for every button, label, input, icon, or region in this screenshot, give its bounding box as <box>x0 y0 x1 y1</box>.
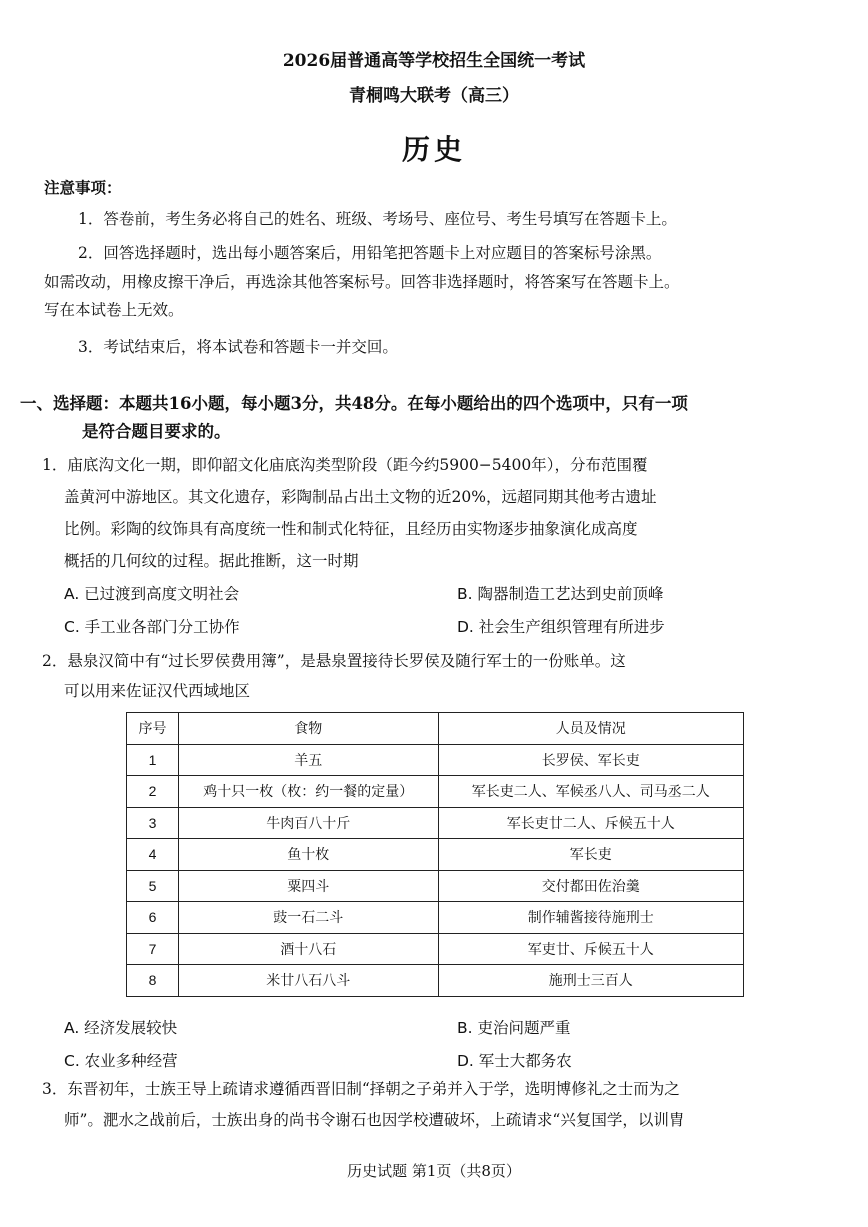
table-cell: 7 <box>127 933 179 965</box>
table-cell: 5 <box>127 870 179 902</box>
question-1-option-a: A. 已过渡到高度文明社会 <box>64 585 240 603</box>
notice-item-2-cont: 写在本试卷上无效。 <box>44 301 184 319</box>
question-2-option-d: D. 军士大都务农 <box>457 1052 572 1070</box>
question-2-option-c: C. 农业多种经营 <box>64 1052 178 1070</box>
section-heading-cont: 是符合题目要求的。 <box>82 422 231 441</box>
table-cell: 粟四斗 <box>178 870 438 902</box>
table-cell: 2 <box>127 776 179 808</box>
table-cell: 8 <box>127 965 179 997</box>
table-cell: 制作辅酱接待施刑士 <box>438 902 744 934</box>
notice-item-2-cont: 如需改动，用橡皮擦干净后，再选涂其他答案标号。回答非选择题时，将答案写在答题卡上。 <box>44 273 680 291</box>
question-1-stem: 比例。彩陶的纹饰具有高度统一性和制式化特征，且经历由实物逐步抽象演化成高度 <box>64 520 638 538</box>
question-1-option-d: D. 社会生产组织管理有所进步 <box>457 618 665 636</box>
table-cell: 3 <box>127 807 179 839</box>
question-2-stem: 可以用来佐证汉代西域地区 <box>64 682 251 700</box>
table-cell: 鸡十只一枚（枚：约一餐的定量） <box>178 776 438 808</box>
table-cell: 军长吏廿二人、斥候五十人 <box>438 807 744 839</box>
question-3-stem: 师”。淝水之战前后，士族出身的尚书令谢石也因学校遭破坏，上疏请求“兴复国学，以训胄 <box>64 1111 685 1129</box>
expense-table <box>126 712 744 997</box>
question-2-option-a: A. 经济发展较快 <box>64 1019 178 1037</box>
table-row <box>127 870 744 902</box>
table-row <box>127 965 744 997</box>
table-cell: 军长吏 <box>438 839 744 871</box>
question-1-option-c: C. 手工业各部门分工协作 <box>64 618 240 636</box>
table-cell: 1 <box>127 744 179 776</box>
question-1-option-b: B. 陶器制造工艺达到史前顶峰 <box>457 585 664 603</box>
table-cell: 豉一石二斗 <box>178 902 438 934</box>
notice-item-2: 2．回答选择题时，选出每小题答案后，用铅笔把答题卡上对应题目的答案标号涂黑。 <box>78 244 662 262</box>
table-row <box>127 776 744 808</box>
table-row <box>127 807 744 839</box>
section-heading: 一、选择题：本题共16小题，每小题3分，共48分。在每小题给出的四个选项中，只有一项 <box>20 394 688 413</box>
notice-item-1: 1．答卷前，考生务必将自己的姓名、班级、考场号、座位号、考生号填写在答题卡上。 <box>78 210 677 228</box>
exam-title: 2026届普通高等学校招生全国统一考试 <box>282 51 586 71</box>
table-cell: 酒十八石 <box>178 933 438 965</box>
question-1-stem: 盖黄河中游地区。其文化遗存，彩陶制品占出土文物的近20%，远超同期其他考古遗址 <box>64 488 657 506</box>
table-cell: 施刑士三百人 <box>438 965 744 997</box>
table-row <box>127 839 744 871</box>
table-cell: 6 <box>127 902 179 934</box>
page-footer: 历史试题 第1页（共8页） <box>347 1162 521 1180</box>
table-header-cell: 人员及情况 <box>438 713 744 745</box>
question-1-stem: 概括的几何纹的过程。据此推断，这一时期 <box>64 552 359 570</box>
notice-heading: 注意事项： <box>44 178 122 197</box>
exam-subtitle: 青桐鸣大联考（高三） <box>349 86 519 106</box>
table-cell: 米廿八石八斗 <box>178 965 438 997</box>
question-2-stem: 2．悬泉汉简中有“过长罗侯费用簿”，是悬泉置接待长罗侯及随行军士的一份账单。这 <box>42 652 626 670</box>
table-row <box>127 744 744 776</box>
subject-title: 历史 <box>401 133 466 166</box>
table-header-cell: 序号 <box>127 713 179 745</box>
table-cell: 4 <box>127 839 179 871</box>
question-1-stem: 1．庙底沟文化一期，即仰韶文化庙底沟类型阶段（距今约5900−5400年），分布范围覆 <box>42 456 648 474</box>
question-3-stem: 3．东晋初年，士族王导上疏请求遵循西晋旧制“择朝之子弟并入于学，选明博修礼之士而为之 <box>42 1080 680 1098</box>
table-cell: 军吏廿、斥候五十人 <box>438 933 744 965</box>
table-cell: 牛肉百八十斤 <box>178 807 438 839</box>
table-cell: 军长吏二人、军候丞八人、司马丞二人 <box>438 776 744 808</box>
notice-item-3: 3．考试结束后，将本试卷和答题卡一并交回。 <box>78 338 398 356</box>
table-cell: 鱼十枚 <box>178 839 438 871</box>
table-cell: 长罗侯、军长吏 <box>438 744 744 776</box>
table-row <box>127 933 744 965</box>
question-2-option-b: B. 吏治问题严重 <box>457 1019 571 1037</box>
table-header-row <box>127 713 744 745</box>
table-row <box>127 902 744 934</box>
table-cell: 羊五 <box>178 744 438 776</box>
table-header-cell: 食物 <box>178 713 438 745</box>
table-cell: 交付都田佐治羹 <box>438 870 744 902</box>
